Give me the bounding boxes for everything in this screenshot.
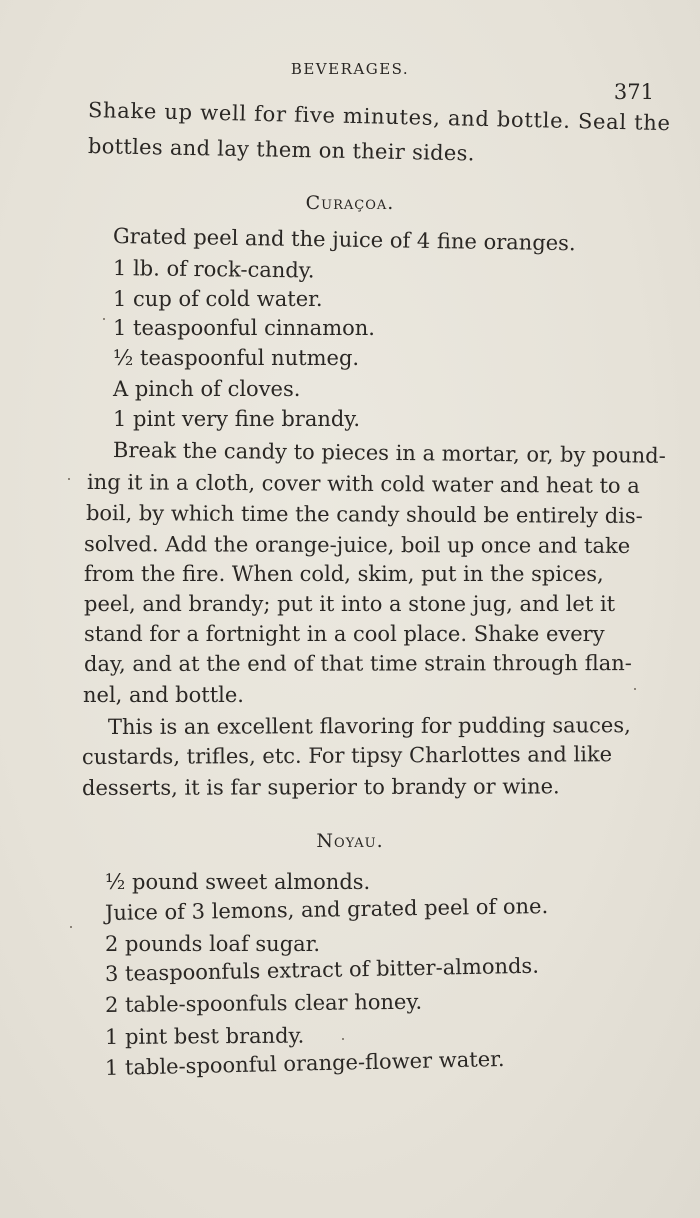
direction-line: peel, and brandy; put it into a stone jug, and let it — [84, 592, 616, 616]
ingredient-line: 1 lb. of rock-candy. — [112, 256, 315, 283]
ingredient-line: 2 table-spoonfuls clear honey. — [104, 989, 423, 1017]
paper-speck — [342, 1038, 344, 1040]
ingredient-line: Juice of 3 lemons, and grated peel of one. — [104, 894, 549, 925]
ingredient-line: ½ pound sweet almonds. — [105, 870, 371, 894]
ingredient-line: 1 pint very fine brandy. — [113, 407, 361, 431]
paper-speck — [634, 688, 636, 690]
direction-line: Break the candy to pieces in a mortar, or, by pound- — [112, 438, 666, 468]
page-number: 371 — [613, 80, 654, 104]
direction-line: boil, by which time the candy should be entirely dis- — [85, 501, 643, 528]
recipe-title-curacoa: Curaçoa. — [305, 192, 395, 214]
direction-line: from the fire. When cold, skim, put in the spices, — [84, 562, 604, 586]
paper-speck — [70, 926, 72, 928]
recipe-title-noyau: Noyau. — [316, 830, 384, 852]
note-line: This is an excellent flavoring for pudding sauces, — [107, 713, 631, 739]
direction-line: stand for a fortnight in a cool place. Shake every — [84, 622, 605, 646]
note-line: desserts, it is far superior to brandy or wine. — [81, 774, 560, 800]
ingredient-line: A pinch of cloves. — [113, 377, 301, 401]
direction-line: ing it in a cloth, cover with cold water and heat to a — [86, 470, 640, 498]
paper-speck — [68, 478, 70, 480]
ingredient-line: 1 table-spoonful orange-flower water. — [104, 1046, 505, 1080]
direction-line: solved. Add the orange-juice, boil up once and take — [83, 532, 631, 558]
ingredient-line: Grated peel and the juice of 4 fine oranges. — [112, 224, 576, 256]
running-title: BEVERAGES. — [290, 60, 410, 78]
intro-line: bottles and lay them on their sides. — [87, 134, 475, 166]
note-line: custards, trifles, etc. For tipsy Charlottes and like — [81, 742, 613, 769]
ingredient-line: 2 pounds loaf sugar. — [105, 932, 321, 956]
ingredient-line: 1 teaspoonful cinnamon. — [113, 316, 375, 340]
ingredient-line: 1 pint best brandy. — [104, 1023, 305, 1049]
ingredient-line: 1 cup of cold water. — [113, 287, 323, 311]
ingredient-line: 3 teaspoonfuls extract of bitter-almonds. — [104, 953, 540, 986]
ingredient-line: ½ teaspoonful nutmeg. — [113, 346, 360, 370]
paper-speck — [103, 318, 105, 320]
intro-line: Shake up well for five minutes, and bottle. Seal the — [87, 98, 671, 136]
direction-line: day, and at the end of that time strain through flan- — [83, 651, 632, 676]
direction-line: nel, and bottle. — [83, 683, 244, 707]
